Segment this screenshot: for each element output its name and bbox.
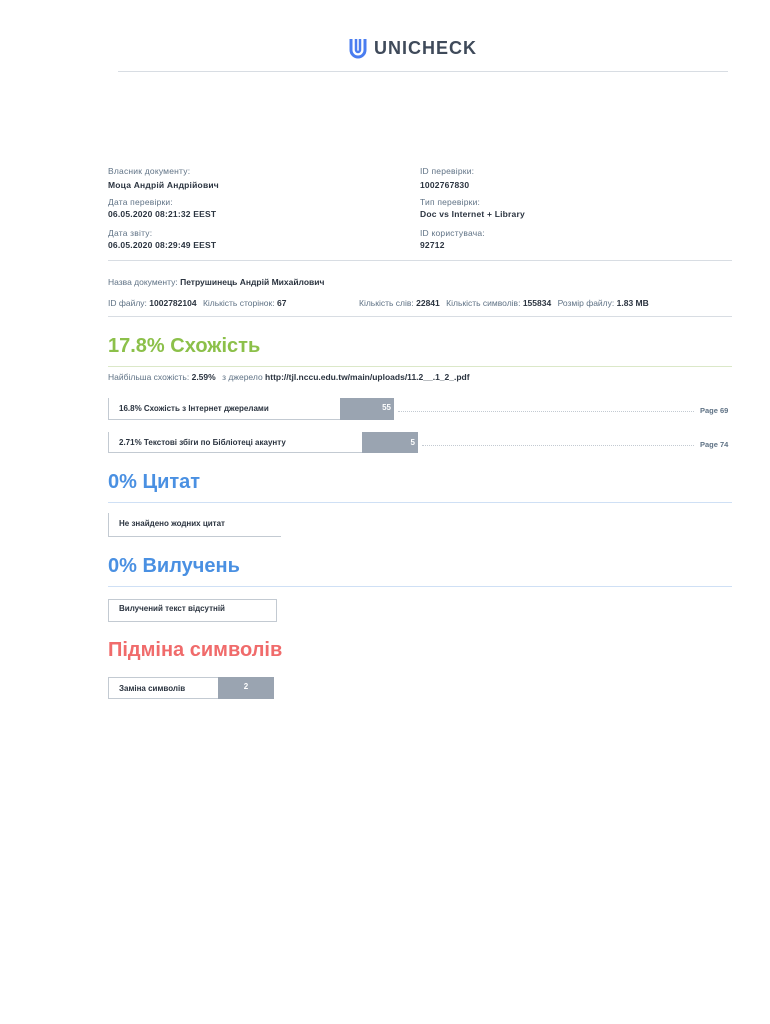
similarity-row-label: 2.71% Текстові збіги по Бібліотеці акаунту xyxy=(119,438,286,447)
citations-divider xyxy=(108,502,732,503)
user-id-value: 92712 xyxy=(420,240,445,250)
top-similarity-value: 2.59% xyxy=(191,372,216,382)
exclusions-empty-box xyxy=(108,599,277,622)
user-id-label: ID користувача: xyxy=(420,228,485,238)
similarity-title: 17.8% Схожість xyxy=(108,335,261,357)
leader-dots xyxy=(398,411,694,412)
pages-value: 67 xyxy=(276,298,287,308)
size-label: Розмір файлу: xyxy=(557,298,615,308)
similarity-row-library[interactable] xyxy=(108,432,362,453)
check-id-value: 1002767830 xyxy=(420,180,470,190)
substitution-count-bar: 2 xyxy=(218,677,274,699)
words-label: Кількість слів: xyxy=(359,298,414,308)
doc-stats-left xyxy=(108,298,290,308)
doc-name-label: Назва документу: xyxy=(108,277,178,287)
exclusions-divider xyxy=(108,586,732,587)
file-id-label: ID файлу: xyxy=(108,298,147,308)
pages-label: Кількість сторінок: xyxy=(202,298,275,308)
top-source-label: з джерело xyxy=(222,372,263,382)
check-date-label: Дата перевірки: xyxy=(108,197,173,207)
page-ref[interactable]: Page 69 xyxy=(700,406,729,415)
chars-value: 155834 xyxy=(522,298,552,308)
check-type-label: Тип перевірки: xyxy=(420,197,481,207)
citations-empty-text: Не знайдено жодних цитат xyxy=(119,519,225,528)
unicheck-logo xyxy=(348,36,477,60)
logo-text: UNICHECK xyxy=(374,37,478,58)
citations-title: 0% Цитат xyxy=(108,471,201,493)
check-type-value: Doc vs Internet + Library xyxy=(420,209,525,219)
header-divider xyxy=(118,71,728,72)
similarity-divider xyxy=(108,366,732,367)
report-date-value: 06.05.2020 08:29:49 EEST xyxy=(108,240,217,250)
words-value: 22841 xyxy=(416,298,440,308)
substitution-row-label: Заміна символів xyxy=(119,684,186,693)
check-date-value: 06.05.2020 08:21:32 EEST xyxy=(108,209,217,219)
exclusions-title: 0% Вилучень xyxy=(108,555,240,577)
top-similarity-line xyxy=(108,372,474,382)
doc-stats-right xyxy=(359,298,653,308)
owner-label: Власник документу: xyxy=(108,166,191,176)
meta-divider xyxy=(108,260,732,261)
owner-value: Моца Андрій Андрійович xyxy=(108,180,219,190)
substitution-row[interactable] xyxy=(108,677,218,699)
doc-name-line xyxy=(108,277,328,287)
unicheck-u-icon xyxy=(348,37,368,59)
check-id-label: ID перевірки: xyxy=(420,166,475,176)
similarity-count-bar: 5 xyxy=(362,432,418,453)
citations-empty-box xyxy=(108,513,281,537)
doc-name-value: Петрушинець Андрій Михайлович xyxy=(180,277,325,287)
report-date-label: Дата звіту: xyxy=(108,228,153,238)
similarity-row-label: 16.8% Схожість з Інтернет джерелами xyxy=(119,404,269,413)
page-ref[interactable]: Page 74 xyxy=(700,440,729,449)
size-value: 1.83 MB xyxy=(616,298,649,308)
file-id-value: 1002782104 xyxy=(149,298,197,308)
substitution-title: Підміна символів xyxy=(108,639,283,661)
exclusions-empty-text: Вилучений текст відсутній xyxy=(119,604,225,613)
leader-dots xyxy=(422,445,694,446)
similarity-count-bar: 55 xyxy=(340,398,394,420)
doc-divider xyxy=(108,316,732,317)
chars-label: Кількість символів: xyxy=(446,298,521,308)
top-similarity-label: Найбільша схожість: xyxy=(108,372,190,382)
top-source-url[interactable]: http://tjl.nccu.edu.tw/main/uploads/11.2__.1_2_.pdf xyxy=(265,372,470,382)
similarity-row-internet[interactable] xyxy=(108,398,340,420)
